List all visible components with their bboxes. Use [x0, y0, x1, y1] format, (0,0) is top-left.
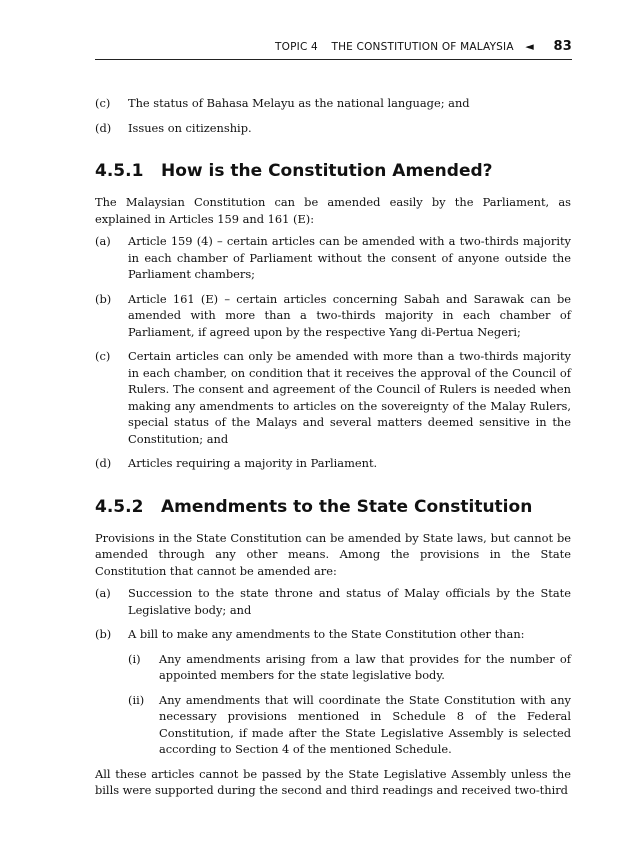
list-item-text: A bill to make any amendments to the State Constitution other than:: [128, 627, 525, 641]
list-item-text: Certain articles can only be amended with more than a two-thirds majority in each chamber, on condition that it receives the approval of the Council of Rulers. The consent and agreement of the Council of Rulers is needed when making any amendments to articles on the sovereignty of the Malay Rulers, special status of the Malays and several matters deemed sensitive in the Constitution; and: [128, 349, 571, 446]
body-content: [95, 95, 571, 805]
sub-list-item-label: (i): [128, 651, 141, 666]
list-item: [95, 233, 571, 283]
running-header: [95, 35, 572, 60]
header-topic: TOPIC 4: [275, 41, 318, 53]
list-item: [95, 455, 571, 472]
sub-list-item-label: (ii): [128, 692, 145, 707]
sub-list-item-text: Any amendments that will coordinate the State Constitution with any necessary provisions mentioned in Schedule 8 of the Federal Constitution, if made after the State Legislative Assembly is selected according to Section 4 of the mentioned Schedule.: [159, 692, 571, 756]
list-item-text: Succession to the state throne and status of Malay officials by the State Legislative body; and: [128, 586, 571, 617]
list-item-label: (c): [95, 349, 111, 363]
list-item: [95, 120, 571, 137]
list-item-text: The status of Bahasa Melayu as the national language; and: [128, 96, 470, 110]
header-title: THE CONSTITUTION OF MALAYSIA: [331, 41, 514, 53]
list-item-label: (c): [95, 96, 111, 110]
header-arrow-icon: ◄: [525, 40, 534, 53]
list-item-text: Articles requiring a majority in Parliament.: [128, 456, 378, 470]
list-item: [95, 348, 571, 447]
list-item: [95, 95, 571, 112]
page-number: 83: [553, 39, 572, 54]
list-item-label: (a): [95, 234, 111, 248]
section-number: 4.5.1: [95, 161, 144, 181]
section-intro-paragraph: Provisions in the State Constitution can be amended by State laws, but cannot be amended through any other means. Among the provisions in the State Constitution that cannot be amended are:: [95, 530, 571, 578]
closing-paragraph: All these articles cannot be passed by the State Legislative Assembly unless the bills were supported during the second and third readings and received two-third: [95, 766, 571, 797]
list-item-label: (d): [95, 120, 112, 135]
sub-list-item-text: Any amendments arising from a law that provides for the number of appointed members for the state legislative body.: [159, 651, 571, 682]
list-item-label: (d): [95, 456, 112, 470]
list-item-label: (b): [95, 291, 112, 306]
list-item-text: Article 161 (E) – certain articles concerning Sabah and Sarawak can be amended with more than a two-thirds majority in each chamber of Parliament, if agreed upon by the respective Yang di-Pertua Negeri;: [128, 291, 571, 339]
section-heading-4-5-2: [95, 496, 571, 518]
header-text: [275, 39, 572, 54]
list-item-text: Issues on citizenship.: [128, 120, 252, 135]
list-item: [95, 291, 571, 341]
sub-list-item: [128, 651, 571, 684]
list-item: [95, 626, 571, 643]
section-intro-paragraph: The Malaysian Constitution can be amended easily by the Parliament, as explained in Articles 159 and 161 (E):: [95, 195, 571, 226]
list-item: [95, 585, 571, 618]
section-title: How is the Constitution Amended?: [161, 161, 493, 181]
list-item-text: Article 159 (4) – certain articles can be amended with a two-thirds majority in each chamber of Parliament without the consent of anyone outside the Parliament chambers;: [128, 234, 571, 281]
list-item-label: (b): [95, 627, 112, 641]
sub-list-item: [128, 692, 571, 758]
list-item-label: (a): [95, 586, 111, 600]
section-number: 4.5.2: [95, 496, 144, 517]
section-heading-4-5-1: [95, 160, 571, 182]
section-title: Amendments to the State Constitution: [161, 496, 533, 517]
